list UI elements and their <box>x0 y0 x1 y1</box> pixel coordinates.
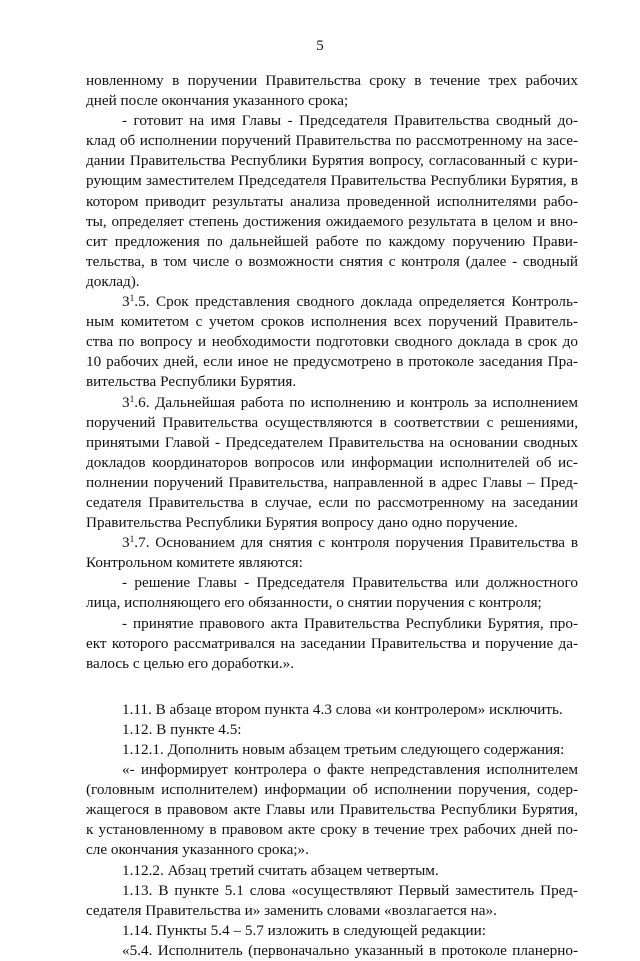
text-line: 1.12.1. Дополнить новым абзацем третьим следующего содержания: <box>122 741 565 758</box>
text-line: Контрольном комитете являются: <box>86 554 303 572</box>
text-line: ным комитетом с учетом сроков исполнения всех поручений Правитель- <box>86 313 578 331</box>
text-line: (головным исполнителем) информации об исполнении поручения, содер- <box>86 781 578 799</box>
paragraph-3-1-5-first-line: $3^1.5$. Срок представления сводного доклада определяется Контроль- <box>122 293 578 311</box>
text-line: 1.11. В абзаце втором пункта 4.3 слова «и контролером» исключить. <box>122 700 563 718</box>
text-line: ты, определяет степень достижения ожидаемого результата в целом и вно- <box>86 212 578 230</box>
text-line: дней после окончания указанного срока; <box>86 92 349 110</box>
text-line: к установленному в правовом акте сроку в течение трех рабочих дней по- <box>86 821 578 839</box>
text-line: сит предложения по дальнейшей работе по каждому поручению Прави- <box>86 232 578 250</box>
text-line: вительства Республики Бурятия. <box>86 373 297 391</box>
text-line: котором приводит результаты анализа проведенной исполнителями рабо- <box>86 192 578 210</box>
paragraph-gap <box>86 674 578 700</box>
clause-superscript: 1 <box>129 534 135 545</box>
clause-superscript: 1 <box>129 293 135 304</box>
text-line: тельства, в том числе о возможности снятия с контроля (далее - сводный <box>86 252 578 270</box>
document-body <box>86 71 578 961</box>
text-line: - решение Главы - Председателя Правительства или должностного <box>122 574 578 592</box>
clause-superscript: 1 <box>129 394 135 405</box>
clause-number: 3 <box>122 534 130 552</box>
text-line: поручений Правительства осуществляются в соответствии с решениями, <box>86 413 578 431</box>
clause-number: 3 <box>122 393 130 411</box>
text-line: 1.12.2. Абзац третий считать абзацем четвертым. <box>122 861 439 879</box>
text-line: лица, исполняющего его обязанности, о снятии поручения с контроля; <box>86 594 542 612</box>
text-line: дании Правительства Республики Бурятия вопросу, согласованный с кури- <box>86 152 578 170</box>
text-line: - готовит на имя Главы - Председателя Правительства сводный до- <box>122 112 578 130</box>
text-line: 1.13. В пункте 5.1 слова «осуществляют Первый заместитель Пред- <box>122 881 578 899</box>
paragraph-3-1-6-first-line: $3^1.6$. Дальнейшая работа по исполнению и контроль за исполнением <box>122 393 578 411</box>
text-line: Правительства Республики Бурятия вопросу дано одно поручение. <box>86 514 518 532</box>
paragraph-3-1-7-first-line: $3^1.7$. Основанием для снятия с контроля поручения Правительства в <box>122 534 578 552</box>
clause-number: 3 <box>122 293 130 311</box>
text-line: ект которого рассматривался на заседании Правительства и поручение да- <box>86 634 578 652</box>
text-line: 10 рабочих дней, если иное не предусмотрено в протоколе заседания Пра- <box>86 353 578 371</box>
text-line: жащегося в правовом акте Главы или Правительства Республики Бурятия, <box>86 801 578 819</box>
page-number: 5 <box>316 38 324 54</box>
text-line: «- информирует контролера о факте непредставления исполнителем <box>122 761 578 779</box>
text-line: докладов координаторов вопросов или информации исполнителей об ис- <box>86 453 578 471</box>
text-line: полнении поручений Правительства, направленной в адрес Главы – Пред- <box>86 473 578 491</box>
text-line: 1.14. Пункты 5.4 – 5.7 изложить в следующей редакции: <box>122 921 486 939</box>
text-line: - принятие правового акта Правительства Республики Бурятия, про- <box>122 614 578 632</box>
text-line: валось с целью его доработки.». <box>86 654 295 672</box>
text-line: принятыми Главой - Председателем Правительства на основании сводных <box>86 433 578 451</box>
text-line: сле окончания указанного срока;». <box>86 841 309 859</box>
text-line: клад об исполнении поручений Правительства по рассмотренному на засе- <box>86 132 578 150</box>
text-line: ства по вопросу и необходимости подготовки сводного доклада в срок до <box>86 333 578 351</box>
text-line: новленному в поручении Правительства сроку в течение трех рабочих <box>86 72 578 89</box>
text-line: 1.12. В пункте 4.5: <box>122 720 242 738</box>
text-line: доклад). <box>86 272 140 290</box>
text-line: рующим заместителем Председателя Правительства Республики Бурятия, в <box>86 172 578 190</box>
text-line: седателя Правительства в случае, если по рассмотренному на заседании <box>86 493 578 511</box>
text-line: седателя Правительства и» заменить словами «возлагается на». <box>86 901 497 919</box>
text-line: «5.4. Исполнитель (первоначально указанный в протоколе планерно- <box>122 941 578 959</box>
